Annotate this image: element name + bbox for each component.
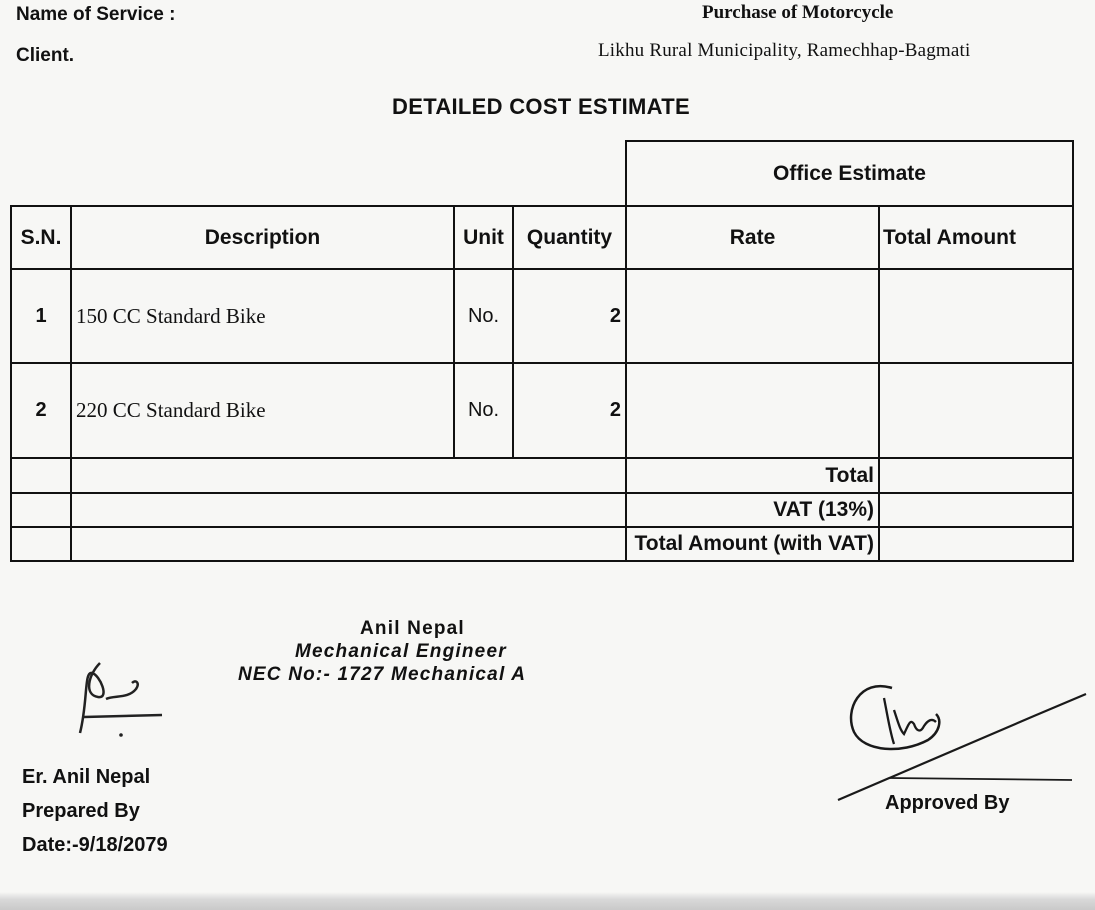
col-header-rate: Rate <box>729 225 776 249</box>
row-2-rate <box>627 364 878 457</box>
col-header-description: Description <box>204 225 321 249</box>
prepared-by-label: Prepared By <box>22 800 140 822</box>
row-2-quantity: 2 <box>609 399 621 421</box>
page-bottom-edge <box>0 892 1095 910</box>
office-estimate-header: Office Estimate <box>773 161 926 185</box>
engineer-nec-number: NEC No:- 1727 Mechanical A <box>238 664 527 685</box>
row-1-sn: 1 <box>35 304 47 327</box>
service-value: Purchase of Motorcycle <box>702 2 894 23</box>
summary-vat-label: VAT (13%) <box>773 498 874 521</box>
row-2-unit: No. <box>467 399 500 421</box>
row-1-quantity: 2 <box>609 304 621 327</box>
preparer-name: Er. Anil Nepal <box>22 766 151 788</box>
summary-total-value <box>880 459 1072 492</box>
summary-vat-value <box>880 494 1072 526</box>
engineer-name: Anil Nepal <box>360 618 465 639</box>
row-1-rate <box>627 270 878 362</box>
summary-total-label: Total <box>825 463 874 487</box>
col-header-unit: Unit <box>463 225 504 249</box>
preparer-signature-icon <box>70 655 180 745</box>
row-2-sn: 2 <box>35 399 47 421</box>
client-label: Client. <box>16 45 75 66</box>
summary-grand-total-label: Total Amount (with VAT) <box>634 532 874 555</box>
row-1-description: 150 CC Standard Bike <box>76 303 266 328</box>
summary-grand-total-value <box>880 528 1072 560</box>
engineer-title: Mechanical Engineer <box>295 641 507 662</box>
client-value: Likhu Rural Municipality, Ramechhap-Bagmati <box>598 40 971 61</box>
prepared-date: Date:-9/18/2079 <box>22 834 168 856</box>
approved-by-label: Approved By <box>885 792 1010 814</box>
col-header-sn: S.N. <box>20 225 62 249</box>
engineer-stamp <box>200 618 660 686</box>
col-header-total-amount: Total Amount <box>883 225 1016 249</box>
row-2-description: 220 CC Standard Bike <box>76 398 266 422</box>
col-header-quantity: Quantity <box>526 225 613 249</box>
row-2-total <box>880 364 1072 457</box>
row-1-unit: No. <box>467 304 500 327</box>
service-label: Name of Service : <box>16 4 176 25</box>
approver-signature-icon <box>830 670 1090 810</box>
row-1-total <box>880 270 1072 362</box>
page-title: DETAILED COST ESTIMATE <box>392 94 690 119</box>
